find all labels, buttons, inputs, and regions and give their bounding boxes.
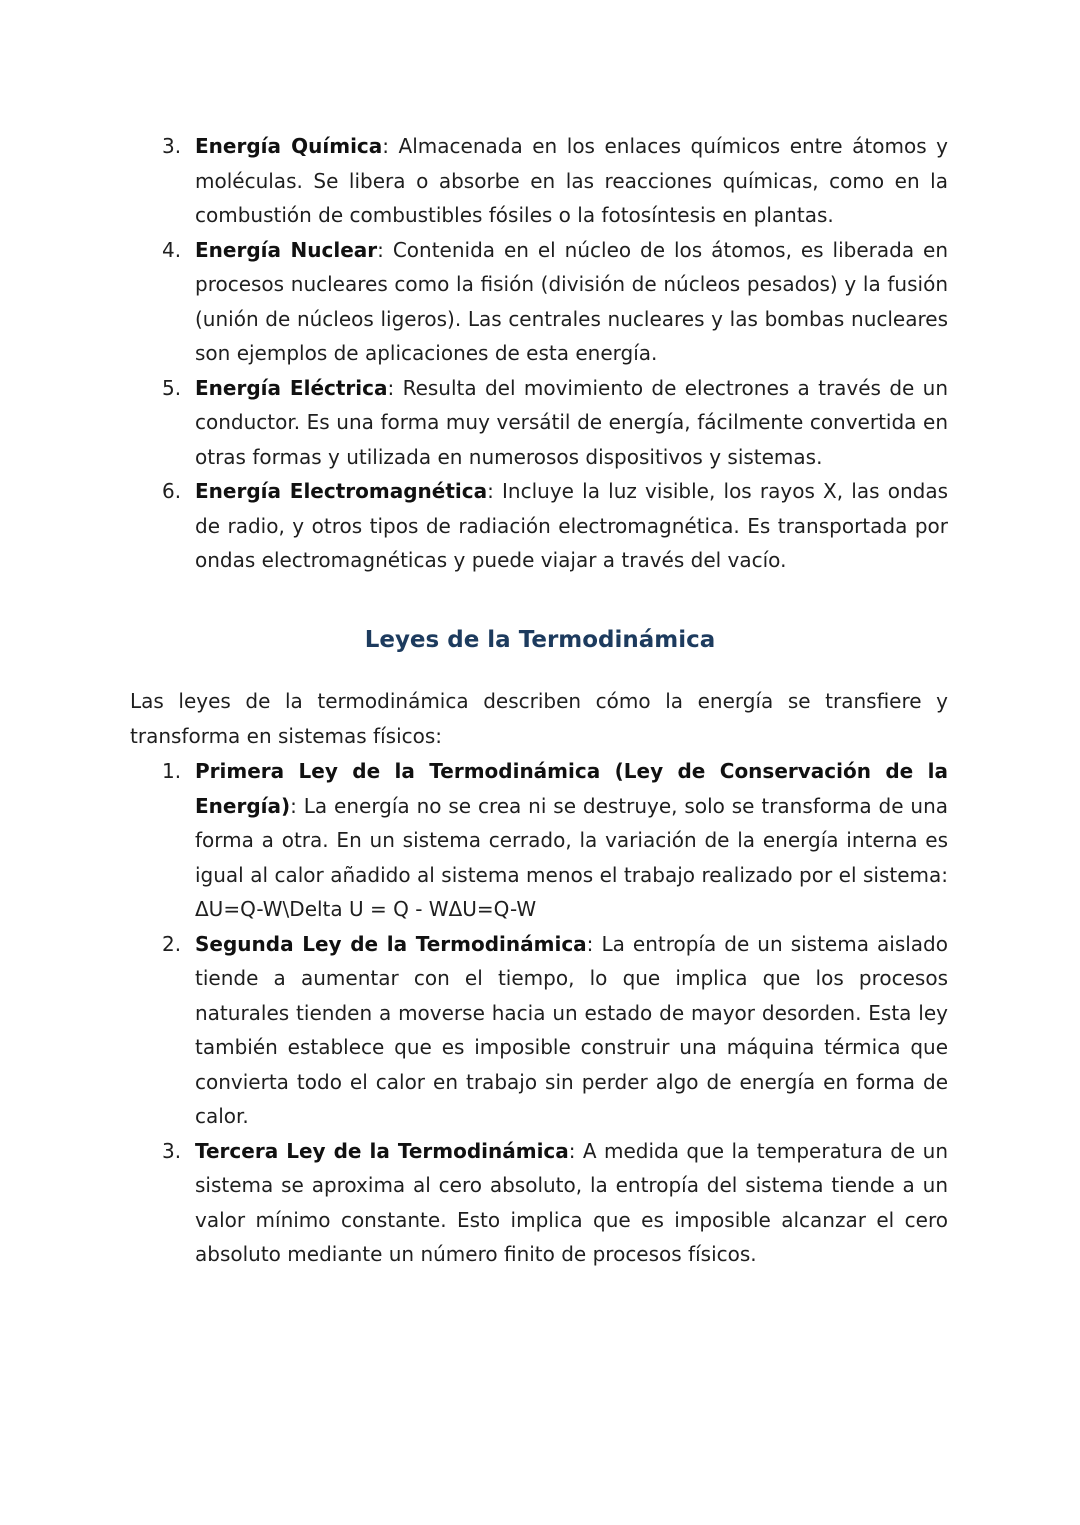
section-intro: Las leyes de la termodinámica describen cómo la energía se transfiere y transforma en sistemas físicos:: [130, 689, 948, 748]
item-number: 5.: [162, 375, 182, 400]
item-text: : La entropía de un sistema aislado tiende a aumentar con el tiempo, lo que implica que los procesos naturales tienden a moverse hacia un estado de mayor desorden. Esta ley también establece que es imposible construir una máquina térmica que convierta todo el calor en trabajo sin perder algo de energía en forma de calor.: [195, 931, 948, 1128]
item-number: 6.: [162, 479, 182, 503]
list-item: [130, 233, 948, 371]
item-term: Energía Electromagnética: [195, 479, 488, 503]
item-text: : Incluye la luz visible, los rayos X, las ondas de radio, y otros tipos de radiación electromagnética. Es transportada por ondas electromagnéticas y puede viajar a través del vacío.: [195, 479, 948, 572]
item-number: 4.: [162, 237, 182, 262]
section-heading: Leyes de la Termodinámica: [364, 627, 716, 654]
item-term: Energía Química: [195, 134, 383, 158]
list-item: [130, 371, 948, 475]
item-text: : La energía no se crea ni se destruye, solo se transforma de una forma a otra. En un sistema cerrado, la variación de la energía interna es igual al calor añadido al sistema menos el trabajo realizado por el sistema: ΔU=Q-W\Delta U = Q - WΔU=Q-W: [195, 793, 948, 921]
item-text: : A medida que la temperatura de un sistema se aproxima al cero absoluto, la entropía del sistema tiende a un valor mínimo constante. Esto implica que es imposible alcanzar el cero absoluto mediante un número finito de procesos físicos.: [195, 1138, 948, 1266]
thermodynamics-laws-list: [130, 754, 948, 1272]
item-text: : Resulta del movimiento de electrones a través de un conductor. Es una forma muy versátil de energía, fácilmente convertida en otras formas y utilizada en numerosos dispositivos y sistemas.: [195, 375, 949, 469]
item-text: : Almacenada en los enlaces químicos entre átomos y moléculas. Se libera o absorbe en las reacciones químicas, como en la combustión de combustibles fósiles o la fotosíntesis en plantas.: [195, 134, 948, 227]
item-term: Segunda Ley de la Termodinámica: [195, 931, 587, 956]
list-item: [130, 129, 948, 233]
list-item: [130, 754, 948, 927]
energy-types-list: [130, 129, 948, 578]
item-term: Energía Nuclear: [195, 237, 378, 262]
item-term: Energía Eléctrica: [195, 375, 388, 400]
item-term: Tercera Ley de la Termodinámica: [195, 1138, 569, 1163]
item-number: 3.: [162, 134, 182, 158]
list-item: [130, 927, 948, 1134]
list-item: [130, 474, 948, 578]
item-term: Primera Ley de la Termodinámica (Ley de Conservación de la Energía): [195, 759, 948, 818]
item-text: : Contenida en el núcleo de los átomos, es liberada en procesos nucleares como la fisión (división de núcleos pesados) y la fusión (unión de núcleos ligeros). Las centrales nucleares y las bombas nucleares son ejemplos de aplicaciones de esta energía.: [195, 237, 948, 365]
item-number: 2.: [162, 931, 182, 956]
item-number: 3.: [162, 1138, 182, 1163]
item-number: 1.: [162, 759, 182, 783]
list-item: [130, 1134, 948, 1272]
